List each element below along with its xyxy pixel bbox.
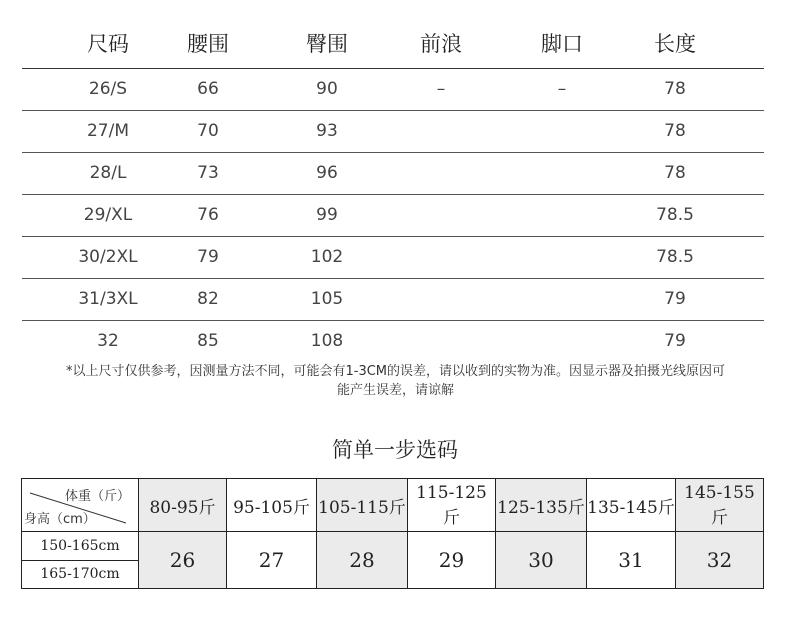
cell-size: 27/M: [86, 121, 130, 141]
header-size: 尺码: [87, 32, 129, 56]
weight-axis-label: 体重（斤）: [64, 489, 130, 504]
cell-hip: 93: [316, 121, 338, 141]
weight-size-table: [21, 478, 764, 589]
disclaimer-line-1: *以上尺寸仅供参考，因测量方法不同，可能会有1-3CM的误差，请以收到的实物为准。因显示器及拍摄光线原因可: [65, 364, 726, 379]
size-chart-row: [22, 195, 764, 237]
size-chart-row: [22, 237, 764, 279]
height-axis-label: 身高（cm）: [24, 512, 96, 527]
cell-waist: 66: [197, 79, 219, 99]
size-value: 31: [587, 532, 676, 589]
weight-range: 95-105斤: [227, 479, 317, 532]
cell-hip: 105: [310, 289, 344, 309]
cell-size: 31/3XL: [78, 289, 138, 309]
weight-range: 115-125斤: [408, 479, 496, 532]
cell-length: 78.5: [656, 205, 694, 225]
size-value: 28: [317, 532, 408, 589]
cell-hem: –: [557, 79, 567, 99]
cell-length: 78: [664, 163, 686, 183]
diagonal-corner-cell: [22, 479, 139, 532]
weight-range: 135-145斤: [587, 479, 676, 532]
cell-length: 78.5: [656, 247, 694, 267]
header-hip: 臀围: [306, 32, 348, 56]
cell-size: 30/2XL: [78, 247, 138, 267]
header-rise: 前浪: [420, 32, 462, 56]
size-value: 27: [227, 532, 317, 589]
size-value: 30: [496, 532, 587, 589]
header-waist: 腰围: [187, 32, 229, 56]
header-length: 长度: [654, 32, 696, 56]
size-chart-header: [22, 16, 764, 69]
cell-size: 26/S: [88, 79, 128, 99]
cell-hip: 96: [316, 163, 338, 183]
disclaimer-line-2: 能产生误差，请谅解: [336, 383, 454, 398]
size-value: 29: [408, 532, 496, 589]
size-chart-row: [22, 279, 764, 321]
cell-waist: 70: [197, 121, 219, 141]
cell-waist: 79: [197, 247, 219, 267]
cell-length: 79: [664, 289, 686, 309]
measurement-disclaimer: [28, 362, 763, 400]
size-value: 32: [676, 532, 764, 589]
weight-header-row: [22, 479, 764, 532]
size-chart-row: [22, 153, 764, 195]
cell-waist: 82: [197, 289, 219, 309]
weight-range: 80-95斤: [139, 479, 227, 532]
cell-size: 28/L: [89, 163, 127, 183]
size-value: 26: [139, 532, 227, 589]
cell-size: 32: [97, 331, 119, 351]
cell-hip: 102: [310, 247, 344, 267]
height-range: 165-170cm: [22, 560, 139, 589]
size-row-1: [22, 532, 764, 561]
cell-waist: 85: [197, 331, 219, 351]
size-chart-row: [22, 69, 764, 111]
cell-length: 79: [664, 331, 686, 351]
size-chart-row: [22, 111, 764, 153]
cell-rise: –: [436, 79, 446, 99]
size-chart-row: [22, 321, 764, 362]
cell-hip: 90: [316, 79, 338, 99]
size-chart-table: [22, 16, 764, 362]
cell-hip: 99: [316, 205, 338, 225]
weight-range: 145-155斤: [676, 479, 764, 532]
cell-size: 29/XL: [83, 205, 133, 225]
weight-range: 105-115斤: [317, 479, 408, 532]
cell-length: 78: [664, 79, 686, 99]
cell-length: 78: [664, 121, 686, 141]
cell-waist: 73: [197, 163, 219, 183]
cell-waist: 76: [197, 205, 219, 225]
cell-hip: 108: [310, 331, 344, 351]
section-title: 简单一步选码: [332, 438, 458, 462]
height-range: 150-165cm: [22, 532, 139, 561]
header-hem: 脚口: [541, 32, 583, 56]
weight-range: 125-135斤: [496, 479, 587, 532]
